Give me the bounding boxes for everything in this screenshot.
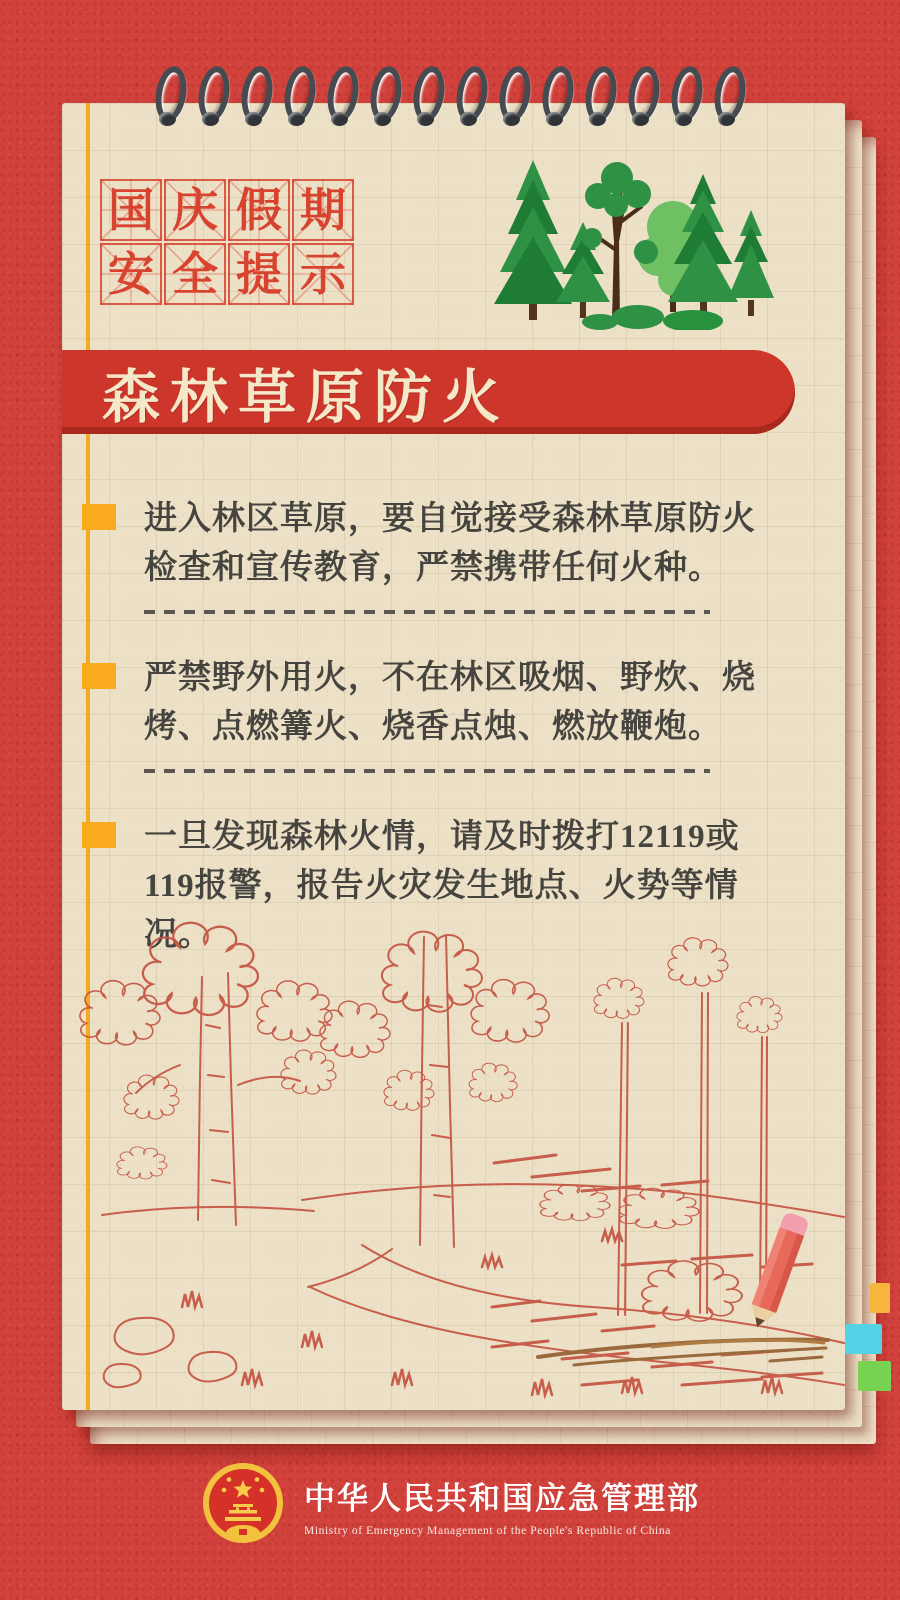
bullet-flag-icon: [82, 822, 116, 848]
spiral-binding-icon: [156, 66, 745, 122]
binder-ring-icon: [672, 66, 702, 122]
footer-text: [304, 1473, 700, 1537]
binder-ring-icon: [242, 66, 272, 122]
list-item: [82, 654, 794, 752]
binder-ring-icon: [371, 66, 401, 122]
stamp-char: 安: [100, 243, 162, 305]
binder-ring-icon: [543, 66, 573, 122]
binder-ring-icon: [328, 66, 358, 122]
tip-text: 严禁野外用火，不在林区吸烟、野炊、烧烤、点燃篝火、烧香点烛、燃放鞭炮。: [144, 660, 756, 745]
list-item: [82, 495, 794, 593]
pencil-stroke-lines: [532, 1325, 842, 1375]
stamp-char: 国: [100, 179, 162, 241]
tip-text: 进入林区草原，要自觉接受森林草原防火检查和宣传教育，严禁携带任何火种。: [144, 501, 756, 586]
binder-ring-icon: [457, 66, 487, 122]
stamp-char: 示: [292, 243, 354, 305]
binder-ring-icon: [586, 66, 616, 122]
stamp-title: [100, 179, 354, 305]
ministry-name-cn: 中华人民共和国应急管理部: [304, 1481, 700, 1516]
stamp-char: 提: [228, 243, 290, 305]
section-banner: [62, 350, 795, 434]
binder-ring-icon: [414, 66, 444, 122]
national-emblem-icon: [200, 1462, 286, 1548]
page-tab-yellow-icon: [870, 1283, 890, 1313]
stamp-char: 假: [228, 179, 290, 241]
notebook-page-front: [62, 103, 845, 1410]
binder-ring-icon: [500, 66, 530, 122]
bullet-flag-icon: [82, 504, 116, 530]
tip-text: 一旦发现森林火情，请及时拨打12119或119报警，报告火灾发生地点、火势等情况。: [144, 819, 740, 953]
ministry-name-en: Ministry of Emergency Management of the People's Republic of China: [304, 1525, 671, 1537]
binder-ring-icon: [715, 66, 745, 122]
binder-ring-icon: [156, 66, 186, 122]
tips-list: [82, 495, 794, 960]
binder-ring-icon: [629, 66, 659, 122]
stamp-char: 期: [292, 179, 354, 241]
binder-ring-icon: [285, 66, 315, 122]
dashed-divider: [144, 769, 710, 773]
forest-trees-icon: [488, 152, 780, 330]
binder-ring-icon: [199, 66, 229, 122]
banner-title: 森林草原防火: [102, 365, 511, 430]
footer: [0, 1462, 900, 1548]
stamp-char: 庆: [164, 179, 226, 241]
stamp-char: 全: [164, 243, 226, 305]
page-tab-cyan-icon: [845, 1324, 882, 1354]
bullet-flag-icon: [82, 663, 116, 689]
dashed-divider: [144, 610, 710, 614]
page-tab-green-icon: [858, 1361, 891, 1391]
